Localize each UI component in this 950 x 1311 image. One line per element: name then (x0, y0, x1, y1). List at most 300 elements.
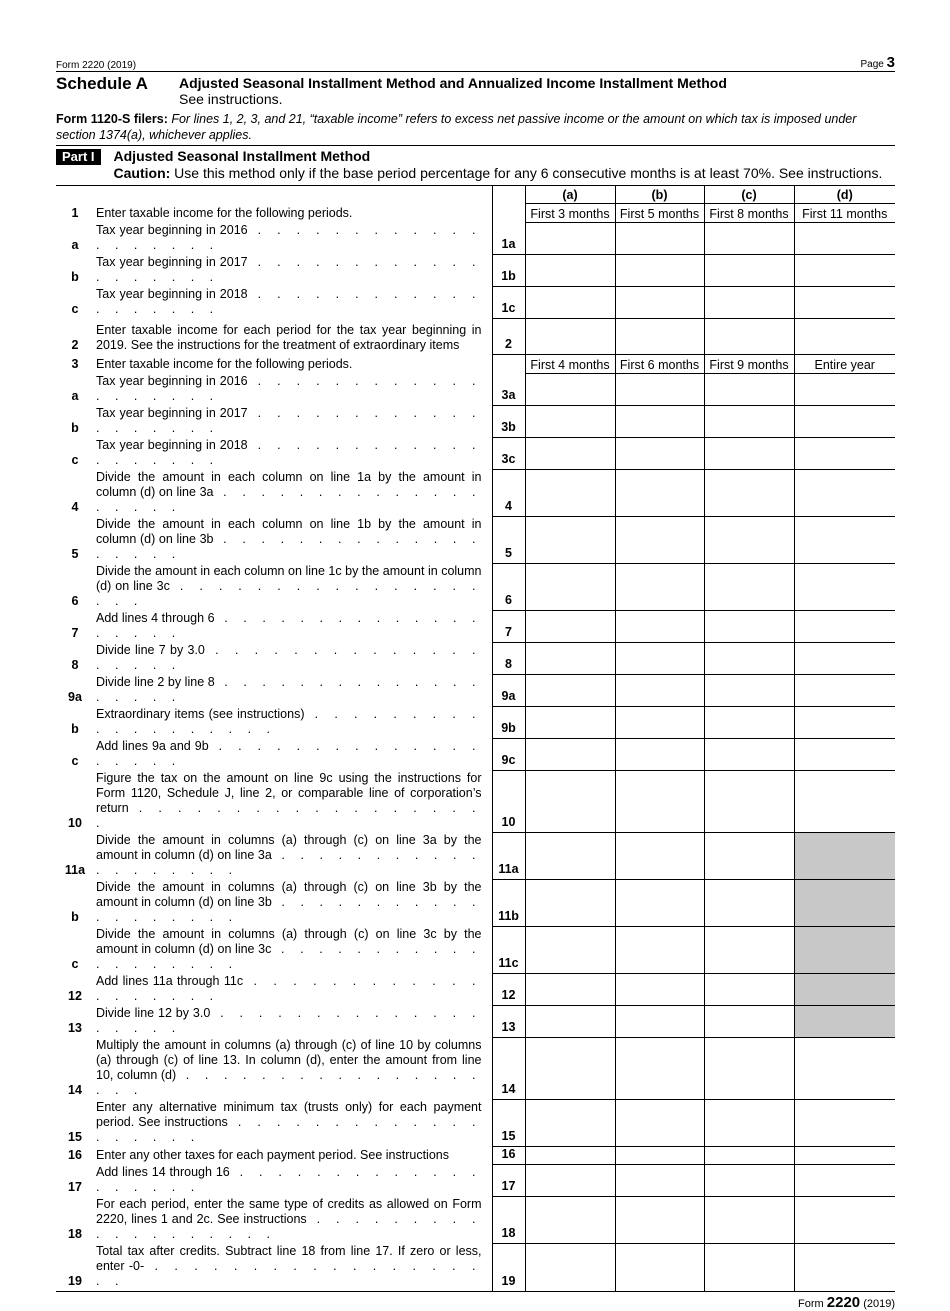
entry-11b-a[interactable] (525, 880, 615, 927)
entry-11a-d (794, 833, 895, 880)
entry-17-a[interactable] (525, 1165, 615, 1197)
leader-dots: . . . . . . . . . . . . . . . . . . . (96, 941, 482, 971)
line-description (94, 643, 492, 675)
form-line-row (56, 611, 895, 643)
leader-dots: . . . . . . . . . . . . . . . . . . . (96, 894, 482, 924)
line-description (94, 438, 492, 470)
entry-15-c[interactable] (704, 1100, 794, 1147)
line-label: 1c (492, 287, 525, 319)
line-number: 19 (68, 1273, 82, 1288)
leader-dots: . . . . . . . . . . . . . . . . . . . (96, 286, 482, 316)
leader-dots: . . . . . . . . . . . . . . . . . . . (96, 800, 482, 830)
period-header: Entire year (794, 355, 895, 374)
entry-18-d[interactable] (794, 1197, 895, 1244)
entry-4-d[interactable] (794, 470, 895, 517)
form-line-row (56, 1006, 895, 1038)
entry-19-b[interactable] (615, 1244, 704, 1292)
line-number: c (71, 753, 79, 768)
entry-1c-c[interactable] (704, 287, 794, 319)
form-line-row (56, 438, 895, 470)
entry-19-a[interactable] (525, 1244, 615, 1292)
form-line-row (56, 564, 895, 611)
line-description (94, 374, 492, 406)
leader-dots: . . . . . . . . . . . . . . . . . . . (96, 973, 482, 1003)
line-label: 9c (492, 739, 525, 771)
entry-1c-a[interactable] (525, 287, 615, 319)
entry-5-d[interactable] (794, 517, 895, 564)
line-number: 15 (68, 1129, 82, 1144)
line-number: 9a (68, 689, 82, 704)
entry-17-c[interactable] (704, 1165, 794, 1197)
line-text: For each period, enter the same type of credits as allowed on Form 2220, lines 1 and 2c. See instructions (96, 1196, 482, 1226)
entry-1c-d[interactable] (794, 287, 895, 319)
entry-14-b[interactable] (615, 1038, 704, 1100)
line-label: 19 (492, 1244, 525, 1292)
schedule-header (56, 72, 895, 107)
line-description (94, 974, 492, 1006)
entry-2-b[interactable] (615, 319, 704, 355)
filers-note: Form 1120-S filers: For lines 1, 2, 3, and 21, “taxable income” refers to excess net passive income or the amount on which tax is imposed under section 1374(a), whichever applies. (56, 111, 895, 146)
entry-9a-d[interactable] (794, 675, 895, 707)
line-description (94, 739, 492, 771)
leader-dots: . . . . . . . . . . . . . . . . . . . (96, 531, 482, 561)
entry-10-c[interactable] (704, 771, 794, 833)
line-number: a (71, 388, 79, 403)
entry-15-a[interactable] (525, 1100, 615, 1147)
entry-9b-c[interactable] (704, 707, 794, 739)
form-line-row (56, 643, 895, 675)
line-text: Add lines 4 through 6 (96, 610, 215, 625)
page-footer: Form 2220 (2019) (798, 1293, 895, 1311)
line-text: Extraordinary items (see instructions) (96, 706, 305, 721)
entry-1b-b[interactable] (615, 255, 704, 287)
entry-8-d[interactable] (794, 643, 895, 675)
entry-1a-a[interactable] (525, 223, 615, 255)
form-line-row (56, 517, 895, 564)
leader-dots: . . . . . . . . . . . . . . . . . . . (96, 706, 482, 736)
line-text: Add lines 14 through 16 (96, 1164, 230, 1179)
line-description (94, 1244, 492, 1292)
form-header-row (56, 186, 895, 204)
entry-2-d[interactable] (794, 319, 895, 355)
line-description: Enter taxable income for the following periods. (96, 356, 353, 371)
line-number: b (71, 721, 79, 736)
entry-9c-a[interactable] (525, 739, 615, 771)
form-line-row (56, 1244, 895, 1292)
entry-12-b[interactable] (615, 974, 704, 1006)
leader-dots: . . . . . . . . . . . . . . . . . . . (96, 610, 482, 640)
page-header (56, 53, 895, 72)
entry-4-b[interactable] (615, 470, 704, 517)
form-line-row (56, 470, 895, 517)
entry-17-b[interactable] (615, 1165, 704, 1197)
entry-9b-b[interactable] (615, 707, 704, 739)
line-number: 11a (64, 862, 86, 877)
entry-12-d (794, 974, 895, 1006)
line-label: 16 (492, 1147, 525, 1165)
entry-16-a[interactable] (525, 1147, 615, 1165)
entry-3a-d[interactable] (794, 374, 895, 406)
entry-16-c[interactable] (704, 1147, 794, 1165)
form-line-row (56, 927, 895, 974)
line-label: 17 (492, 1165, 525, 1197)
line-text: Divide the amount in each column on line 1c by the amount in column (d) on line 3c (96, 563, 482, 593)
entry-3b-a[interactable] (525, 406, 615, 438)
leader-dots: . . . . . . . . . . . . . . . . . . . (96, 1164, 482, 1194)
leader-dots: . . . . . . . . . . . . . . . . . . . (96, 373, 482, 403)
form-id: Form 2220 (2019) (56, 60, 137, 71)
entry-4-a[interactable] (525, 470, 615, 517)
line-number: 5 (71, 546, 79, 561)
entry-1b-a[interactable] (525, 255, 615, 287)
entry-3c-c[interactable] (704, 438, 794, 470)
line-label: 1a (492, 223, 525, 255)
line-number: 17 (68, 1179, 82, 1194)
entry-11c-a[interactable] (525, 927, 615, 974)
period-header: First 3 months (525, 204, 615, 223)
entry-12-a[interactable] (525, 974, 615, 1006)
schedule-a-table (56, 185, 895, 1292)
line-description (94, 1197, 492, 1244)
line-number: 13 (68, 1020, 82, 1035)
line-description (94, 880, 492, 927)
line-label: 10 (492, 771, 525, 833)
line-label: 18 (492, 1197, 525, 1244)
line-number: c (71, 956, 79, 971)
line-label: 11a (492, 833, 525, 880)
line-text: Tax year beginning in 2017 (96, 254, 248, 269)
entry-3b-b[interactable] (615, 406, 704, 438)
entry-5-c[interactable] (704, 517, 794, 564)
entry-6-a[interactable] (525, 564, 615, 611)
form-page (56, 53, 895, 1311)
line-label: 12 (492, 974, 525, 1006)
leader-dots: . . . . . . . . . . . . . . . . . . . (96, 1005, 482, 1035)
line-label-cell (492, 355, 525, 374)
line-text: Add lines 9a and 9b (96, 738, 209, 753)
line-text: Tax year beginning in 2016 (96, 222, 248, 237)
line-label: 1b (492, 255, 525, 287)
entry-7-d[interactable] (794, 611, 895, 643)
line-text: Figure the tax on the amount on line 9c using the instructions for Form 1120, Schedule J, line 2, or comparable line of corporation’s return (96, 770, 482, 815)
entry-17-d[interactable] (794, 1165, 895, 1197)
line-text: Total tax after credits. Subtract line 18 from line 17. If zero or less, enter -0- (96, 1243, 482, 1273)
form-line-row (56, 707, 895, 739)
entry-3a-c[interactable] (704, 374, 794, 406)
leader-dots: . . . . . . . . . . . . . . . . . . . (96, 437, 482, 467)
form-line-row (56, 1038, 895, 1100)
entry-3c-d[interactable] (794, 438, 895, 470)
part-title: Adjusted Seasonal Installment Method (113, 148, 371, 164)
entry-5-b[interactable] (615, 517, 704, 564)
entry-11b-b[interactable] (615, 880, 704, 927)
line-text: Divide the amount in columns (a) through (c) on line 3c by the amount in column (d) on line 3c (96, 926, 482, 956)
period-header: First 6 months (615, 355, 704, 374)
line-description (94, 564, 492, 611)
entry-14-a[interactable] (525, 1038, 615, 1100)
entry-3a-a[interactable] (525, 374, 615, 406)
entry-1c-b[interactable] (615, 287, 704, 319)
entry-18-b[interactable] (615, 1197, 704, 1244)
line-number: 8 (71, 657, 79, 672)
line-text: Add lines 11a through 11c (96, 973, 244, 988)
line-description (94, 771, 492, 833)
line-number: b (71, 269, 79, 284)
line-label: 3a (492, 374, 525, 406)
line-number: c (71, 452, 79, 467)
form-line-row (56, 1100, 895, 1147)
entry-13-d (794, 1006, 895, 1038)
entry-13-c[interactable] (704, 1006, 794, 1038)
entry-4-c[interactable] (704, 470, 794, 517)
line-label-cell (492, 204, 525, 223)
entry-2-c[interactable] (704, 319, 794, 355)
entry-11c-b[interactable] (615, 927, 704, 974)
line-label: 14 (492, 1038, 525, 1100)
line-text: Tax year beginning in 2018 (96, 286, 248, 301)
entry-6-d[interactable] (794, 564, 895, 611)
leader-dots: . . . . . . . . . . . . . . . . . . . (96, 847, 482, 877)
leader-dots: . . . . . . . . . . . . . . . . . . . (96, 484, 482, 514)
leader-dots: . . . . . . . . . . . . . . . . . . . (96, 1067, 482, 1097)
line-text: Divide the amount in each column on line 1a by the amount in column (d) on line 3a (96, 469, 482, 499)
entry-9a-b[interactable] (615, 675, 704, 707)
entry-3c-a[interactable] (525, 438, 615, 470)
line-label: 8 (492, 643, 525, 675)
entry-14-c[interactable] (704, 1038, 794, 1100)
line-label: 9b (492, 707, 525, 739)
line-text: Divide line 7 by 3.0 (96, 642, 205, 657)
line-description (94, 833, 492, 880)
entry-10-b[interactable] (615, 771, 704, 833)
entry-7-c[interactable] (704, 611, 794, 643)
entry-11a-a[interactable] (525, 833, 615, 880)
form-line-row (56, 1147, 895, 1165)
form-line-row (56, 974, 895, 1006)
part-header (56, 146, 895, 185)
entry-7-b[interactable] (615, 611, 704, 643)
line-description (94, 517, 492, 564)
line-label: 4 (492, 470, 525, 517)
form-line-row (56, 675, 895, 707)
form-line-row (56, 319, 895, 355)
line-text: Multiply the amount in columns (a) through (c) of line 10 by columns (a) through (c) of line 13. In column (d), enter the amount from line 10, column (d) (96, 1037, 482, 1082)
line-number: 4 (71, 499, 79, 514)
entry-6-b[interactable] (615, 564, 704, 611)
line-description (94, 1006, 492, 1038)
entry-8-a[interactable] (525, 643, 615, 675)
part-tag: Part I (56, 149, 101, 165)
entry-9c-b[interactable] (615, 739, 704, 771)
entry-9a-a[interactable] (525, 675, 615, 707)
line-text: Enter taxable income for each period for the tax year beginning in 2019. See the instructions for the treatment of extraordinary items (96, 322, 482, 352)
column-header: (c) (704, 186, 794, 204)
line-description (94, 1147, 492, 1165)
entry-9b-a[interactable] (525, 707, 615, 739)
entry-7-a[interactable] (525, 611, 615, 643)
line-number: c (71, 301, 79, 316)
line-label: 9a (492, 675, 525, 707)
line-label: 11c (492, 927, 525, 974)
entry-11b-d (794, 880, 895, 927)
form-line-row (56, 255, 895, 287)
leader-dots: . . . . . . . . . . . . . . . . . . . (96, 578, 482, 608)
line-text: Divide line 12 by 3.0 (96, 1005, 211, 1020)
line-number: a (71, 237, 79, 252)
leader-dots: . . . . . . . . . . . . . . . . . . . (96, 1258, 482, 1288)
form-line-row (56, 1197, 895, 1244)
entry-12-c[interactable] (704, 974, 794, 1006)
entry-16-d[interactable] (794, 1147, 895, 1165)
leader-dots: . . . . . . . . . . . . . . . . . . . (96, 405, 482, 435)
entry-13-a[interactable] (525, 1006, 615, 1038)
line-number: b (71, 420, 79, 435)
leader-dots: . . . . . . . . . . . . . . . . . . . (96, 738, 482, 768)
line-label: 15 (492, 1100, 525, 1147)
entry-11a-c[interactable] (704, 833, 794, 880)
line-description (94, 406, 492, 438)
line-label: 13 (492, 1006, 525, 1038)
column-header: (d) (794, 186, 895, 204)
line-number: 1 (71, 205, 79, 220)
line-number: 16 (68, 1147, 82, 1162)
period-header: First 5 months (615, 204, 704, 223)
form-header-row (56, 204, 895, 223)
line-number: 3 (71, 356, 79, 371)
form-line-row (56, 833, 895, 880)
entry-3b-c[interactable] (704, 406, 794, 438)
leader-dots: . . . . . . . . . . . . . . . . . . . (96, 254, 482, 284)
line-text: Divide the amount in each column on line 1b by the amount in column (d) on line 3b (96, 516, 482, 546)
line-description (94, 1100, 492, 1147)
entry-3a-b[interactable] (615, 374, 704, 406)
entry-16-b[interactable] (615, 1147, 704, 1165)
line-number: 18 (68, 1226, 82, 1241)
line-text: Divide the amount in columns (a) through (c) on line 3a by the amount in column (d) on line 3a (96, 832, 482, 862)
entry-1a-c[interactable] (704, 223, 794, 255)
entry-1b-c[interactable] (704, 255, 794, 287)
period-header: First 11 months (794, 204, 895, 223)
line-number: 2 (71, 337, 79, 352)
entry-3c-b[interactable] (615, 438, 704, 470)
line-description (94, 1165, 492, 1197)
line-number: 12 (68, 988, 82, 1003)
line-label-cell (492, 186, 525, 204)
entry-15-b[interactable] (615, 1100, 704, 1147)
leader-dots: . . . . . . . . . . . . . . . . . . . (96, 222, 482, 252)
line-description: Enter taxable income for the following periods. (96, 205, 353, 220)
blank-cell (56, 186, 492, 204)
line-description (94, 223, 492, 255)
period-header: First 4 months (525, 355, 615, 374)
line-label: 3b (492, 406, 525, 438)
form-line-row (56, 880, 895, 927)
entry-2-a[interactable] (525, 319, 615, 355)
line-number: 6 (71, 593, 79, 608)
line-description (94, 287, 492, 319)
entry-11c-d (794, 927, 895, 974)
schedule-title: Adjusted Seasonal Installment Method and Annualized Income Installment Method (179, 75, 727, 91)
form-line-row (56, 1165, 895, 1197)
schedule-subtitle: See instructions. (179, 91, 283, 107)
line-number: 7 (71, 625, 79, 640)
entry-3b-d[interactable] (794, 406, 895, 438)
line-label: 7 (492, 611, 525, 643)
entry-5-a[interactable] (525, 517, 615, 564)
form-line-row (56, 374, 895, 406)
line-text: Tax year beginning in 2017 (96, 405, 248, 420)
column-header: (a) (525, 186, 615, 204)
page-number: Page 3 (860, 54, 895, 71)
period-header: First 9 months (704, 355, 794, 374)
line-text: Tax year beginning in 2018 (96, 437, 248, 452)
line-description (94, 470, 492, 517)
period-header: First 8 months (704, 204, 794, 223)
form-line-row (56, 771, 895, 833)
leader-dots: . . . . . . . . . . . . . . . . . . . (96, 642, 482, 672)
line-description (94, 255, 492, 287)
entry-9c-c[interactable] (704, 739, 794, 771)
line-description (94, 707, 492, 739)
line-label: 3c (492, 438, 525, 470)
entry-6-c[interactable] (704, 564, 794, 611)
column-header: (b) (615, 186, 704, 204)
entry-8-b[interactable] (615, 643, 704, 675)
entry-19-c[interactable] (704, 1244, 794, 1292)
entry-11b-c[interactable] (704, 880, 794, 927)
line-description (94, 611, 492, 643)
entry-10-d[interactable] (794, 771, 895, 833)
line-description (94, 319, 492, 355)
schedule-label: Schedule A (56, 74, 148, 93)
entry-9c-d[interactable] (794, 739, 895, 771)
entry-18-c[interactable] (704, 1197, 794, 1244)
entry-14-d[interactable] (794, 1038, 895, 1100)
entry-8-c[interactable] (704, 643, 794, 675)
line-description (94, 1038, 492, 1100)
entry-1b-d[interactable] (794, 255, 895, 287)
form-line-row (56, 739, 895, 771)
entry-1a-d[interactable] (794, 223, 895, 255)
entry-19-d[interactable] (794, 1244, 895, 1292)
line-text: Divide line 2 by line 8 (96, 674, 215, 689)
caution-note: Caution: Use this method only if the base period percentage for any 6 consecutive months is at least 70%. See instructions. (113, 165, 883, 181)
entry-11a-b[interactable] (615, 833, 704, 880)
line-text: Tax year beginning in 2016 (96, 373, 248, 388)
line-number: b (71, 909, 79, 924)
entry-18-a[interactable] (525, 1197, 615, 1244)
line-label: 11b (492, 880, 525, 927)
leader-dots: . . . . . . . . . . . . . . . . . . . (96, 674, 482, 704)
entry-13-b[interactable] (615, 1006, 704, 1038)
line-label: 6 (492, 564, 525, 611)
line-label: 2 (492, 319, 525, 355)
leader-dots: . . . . . . . . . . . . . . . . . . . (96, 1114, 482, 1144)
form-header-row (56, 355, 895, 374)
line-description (94, 927, 492, 974)
line-text: Enter any alternative minimum tax (trusts only) for each payment period. See instructions (96, 1099, 482, 1129)
line-description (94, 675, 492, 707)
entry-9a-c[interactable] (704, 675, 794, 707)
entry-11c-c[interactable] (704, 927, 794, 974)
entry-15-d[interactable] (794, 1100, 895, 1147)
entry-10-a[interactable] (525, 771, 615, 833)
form-line-row (56, 406, 895, 438)
entry-9b-d[interactable] (794, 707, 895, 739)
form-line-row (56, 287, 895, 319)
entry-1a-b[interactable] (615, 223, 704, 255)
leader-dots: . . . . . . . . . . . . . . . . . . . (96, 1211, 482, 1241)
